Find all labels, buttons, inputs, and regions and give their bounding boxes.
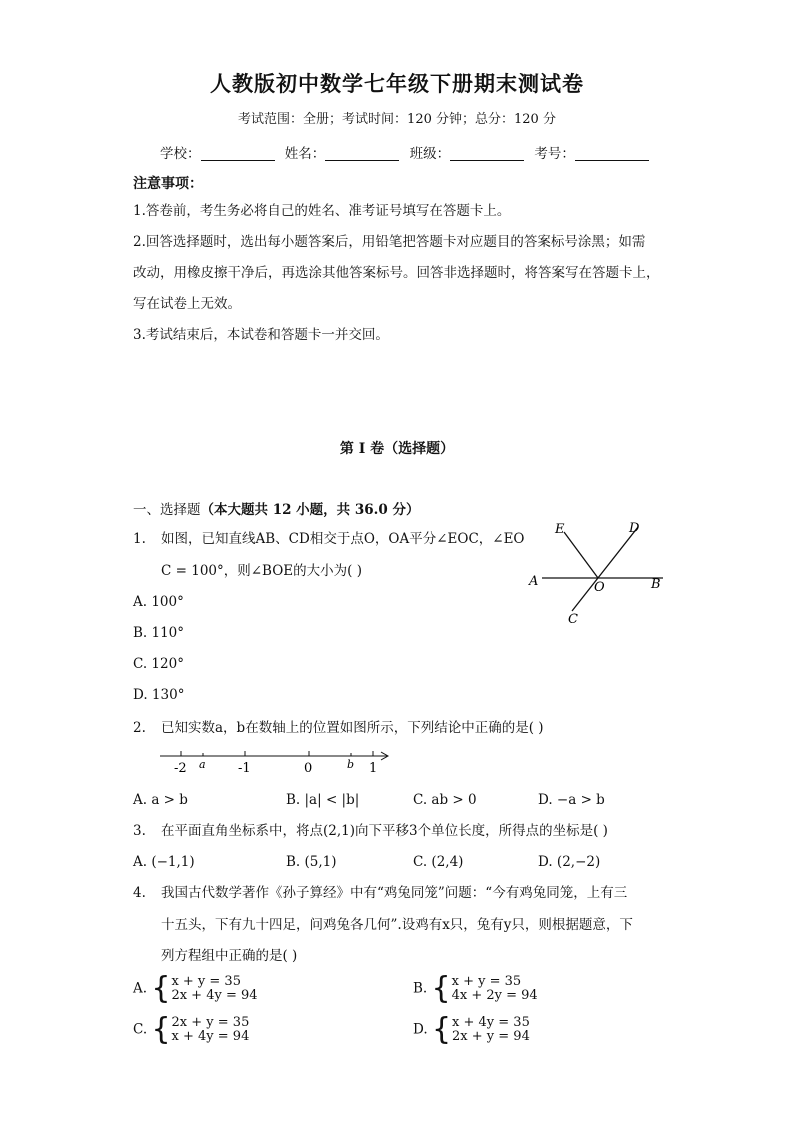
notes-title: 注意事项： [133, 176, 203, 192]
question-4-line-1 [133, 878, 627, 908]
question-number: 4. [133, 885, 146, 901]
equation-1: x + y = 35 [171, 974, 241, 989]
part-prefix: 一、选择题 [133, 502, 201, 518]
question-text: 如图，已知直线AB、CD相交于点O，OA平分∠EOC，∠EO [161, 531, 525, 547]
note-item: 2.回答选择题时，选出每小题答案后，用铅笔把答题卡对应题目的答案标号涂黑；如需 [133, 234, 646, 250]
page-title: 人教版初中数学七年级下册期末测试卷 [210, 71, 584, 96]
question-1-line-2: C = 100°，则∠BOE的大小为( ) [161, 563, 362, 579]
question-2-option-a[interactable]: A. a > b [133, 792, 188, 808]
brace-icon: { [431, 1012, 452, 1047]
question-text: 已知实数a，b在数轴上的位置如图所示，下列结论中正确的是( ) [161, 720, 544, 736]
question-3-option-d[interactable]: D. (2,−2) [538, 854, 601, 870]
exam-subtitle: 考试范围：全册；考试时间：120 分钟；总分：120 分 [238, 112, 556, 127]
tick-label: -2 [174, 761, 187, 776]
label-a: A [529, 574, 539, 589]
tick-label: 0 [304, 761, 313, 776]
number-line-figure [155, 744, 395, 778]
question-text: 我国古代数学著作《孙子算经》中有“鸡兔同笼”问题：“今有鸡兔同笼，上有三 [161, 885, 628, 901]
class-label: 班级： [409, 146, 451, 162]
option-letter: D. [413, 1021, 428, 1038]
line-cd [572, 527, 638, 611]
question-number: 2. [133, 720, 146, 736]
equation-2: x + 4y = 94 [171, 1029, 250, 1044]
question-3-line-1 [133, 816, 608, 846]
question-1-option-a[interactable]: A. 100° [133, 594, 184, 610]
question-4-line-2: 十五头，下有九十四足，问鸡兔各几何”.设鸡有x只，兔有y只，则根据题意，下 [161, 917, 633, 933]
equation-2: 2x + y = 94 [452, 1029, 530, 1044]
question-2-option-d[interactable]: D. −a > b [538, 792, 605, 808]
label-e: E [555, 522, 565, 537]
question-3-option-a[interactable]: A. (−1,1) [133, 854, 195, 870]
brace-icon: { [151, 1012, 171, 1047]
equation-system [452, 975, 538, 1003]
ray-oe [564, 532, 598, 578]
label-b: B [651, 577, 661, 592]
brace-icon: { [431, 971, 451, 1006]
section-title: 第 I 卷（选择题） [339, 441, 455, 457]
equation-system [171, 975, 257, 1003]
question-1-line-1 [133, 524, 525, 554]
option-letter: A. [133, 980, 148, 997]
equation-1: x + y = 35 [451, 974, 522, 989]
option-letter: B. [413, 980, 428, 997]
question-4-option-b[interactable] [413, 971, 538, 1006]
label-d: D [629, 521, 640, 536]
exam-number-label: 考号： [534, 146, 575, 162]
option-letter: C. [133, 1021, 148, 1038]
question-3-option-c[interactable]: C. (2,4) [413, 854, 464, 870]
question-number: 1. [133, 531, 146, 547]
angle-figure [520, 515, 670, 630]
part-detail: （本大题共 12 小题，共 36.0 分） [200, 502, 420, 518]
label-o: O [594, 580, 605, 595]
question-2-option-c[interactable]: C. ab > 0 [413, 792, 477, 808]
tick-label: -1 [238, 761, 251, 776]
question-2-line-1 [133, 713, 544, 743]
class-blank[interactable] [450, 146, 524, 161]
question-3-option-b[interactable]: B. (5,1) [286, 854, 337, 870]
part-title [133, 498, 419, 518]
question-4-option-a[interactable] [133, 971, 258, 1006]
note-item: 改动，用橡皮擦干净后，再选涂其他答案标号。回答非选择题时，将答案写在答题卡上， [133, 265, 660, 281]
brace-icon: { [151, 971, 171, 1006]
question-number: 3. [133, 823, 146, 839]
label-c: C [568, 612, 578, 627]
equation-2: 4x + 2y = 94 [451, 988, 538, 1003]
equation-system [172, 1016, 250, 1044]
note-item: 3.考试结束后，本试卷和答题卡一并交回。 [133, 327, 389, 343]
school-label: 学校： [160, 146, 201, 162]
question-1-option-b[interactable]: B. 110° [133, 625, 185, 641]
note-item: 写在试卷上无效。 [133, 296, 241, 312]
question-4-line-3: 列方程组中正确的是( ) [161, 948, 298, 964]
question-1-option-c[interactable]: C. 120° [133, 656, 184, 672]
point-a-label: a [199, 758, 206, 771]
point-b-label: b [347, 758, 355, 771]
question-1-option-d[interactable]: D. 130° [133, 687, 185, 703]
student-info-line [160, 142, 655, 162]
question-2-option-b[interactable]: B. |a| < |b| [286, 792, 360, 808]
school-blank[interactable] [201, 146, 275, 161]
name-label: 姓名： [284, 146, 326, 162]
tick-label: 1 [369, 761, 378, 776]
question-text: 在平面直角坐标系中，将点(2,1)向下平移3个单位长度，所得点的坐标是( ) [161, 823, 608, 839]
exam-number-blank[interactable] [575, 146, 649, 161]
equation-1: x + 4y = 35 [452, 1015, 530, 1030]
question-4-option-d[interactable] [413, 1012, 530, 1047]
question-4-option-c[interactable] [133, 1012, 250, 1047]
equation-system [452, 1016, 530, 1044]
equation-2: 2x + 4y = 94 [171, 988, 258, 1003]
note-item: 1.答卷前，考生务必将自己的姓名、准考证号填写在答题卡上。 [133, 203, 511, 219]
name-blank[interactable] [325, 146, 399, 161]
equation-1: 2x + y = 35 [171, 1015, 250, 1030]
